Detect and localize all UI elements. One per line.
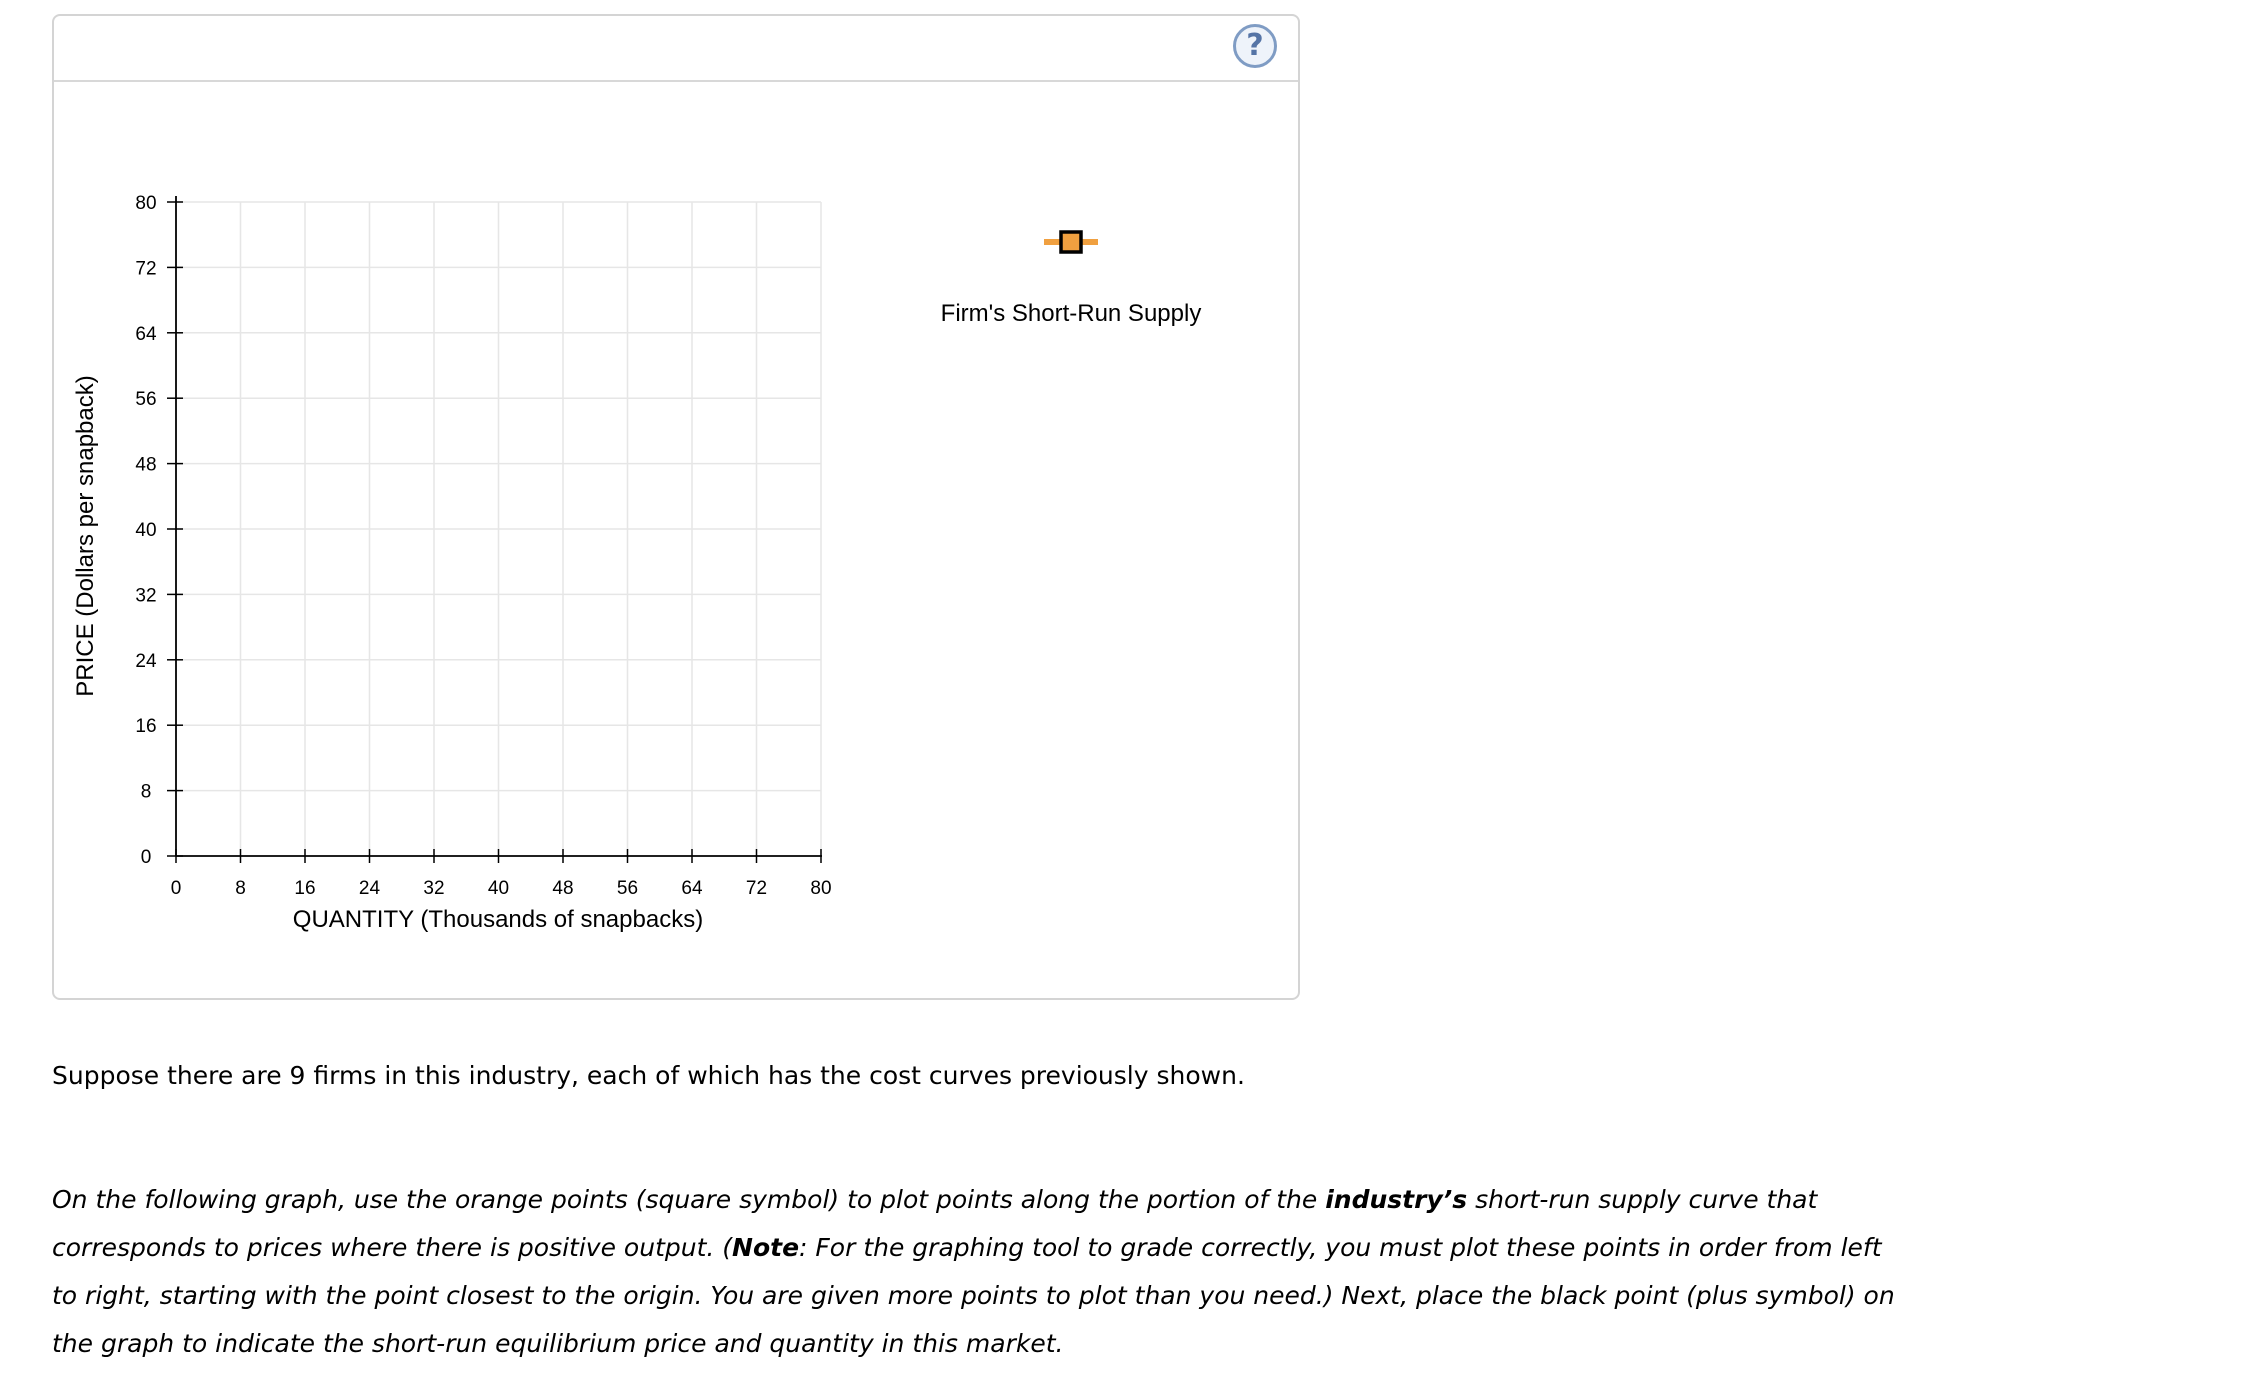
y-tick-label: 0 <box>140 847 152 868</box>
orange-square-marker-icon[interactable] <box>1061 232 1081 252</box>
legend-label: Firm's Short-Run Supply <box>940 300 1202 327</box>
graph-panel <box>52 14 1300 1000</box>
x-tick-label: 72 <box>745 878 768 899</box>
x-tick-label: 56 <box>616 878 639 899</box>
x-tick-label: 24 <box>358 878 381 899</box>
x-tick-label: 64 <box>681 878 703 899</box>
grid-lines <box>176 202 821 856</box>
x-axis-title: QUANTITY (Thousands of snapbacks) <box>292 906 704 933</box>
y-tick-label: 64 <box>135 323 157 345</box>
y-tick-label: 16 <box>135 716 157 738</box>
instruction-text-3: : For the graphing tool to grade correctly, you must plot these points in order from left to right, starting with the point closest to the origin. You are given more points to plot than you need.) Next, place the black point (plus symbol) on the graph to indicate the short-run equilibrium price and quantity in this market. <box>52 1233 1895 1358</box>
intro-text: Suppose there are 9 firms in this industry, each of which has the cost curves previously shown. <box>52 1061 1245 1090</box>
intro-paragraph <box>52 1058 1912 1094</box>
x-tick-label: 48 <box>552 878 574 899</box>
y-tick-label: 32 <box>135 585 157 607</box>
x-tick-label: 8 <box>235 878 246 899</box>
y-tick-label: 48 <box>135 454 157 476</box>
instruction-text-1: On the following graph, use the orange points (square symbol) to plot points along the portion of the <box>52 1185 1326 1214</box>
instruction-bold-industry: industry’s <box>1325 1185 1468 1214</box>
help-icon: ? <box>1246 28 1264 63</box>
y-tick-label: 8 <box>140 781 152 803</box>
instructions-paragraph <box>52 1176 1912 1368</box>
legend-firm-short-run-supply[interactable] <box>941 232 1202 327</box>
x-tick-label: 80 <box>810 878 832 899</box>
y-tick-label: 72 <box>135 258 157 280</box>
x-tick-label: 32 <box>423 878 445 899</box>
y-axis-title: PRICE (Dollars per snapback) <box>72 375 99 697</box>
x-tick-label: 0 <box>170 878 182 899</box>
x-tick-label: 40 <box>487 878 510 899</box>
y-tick-label: 40 <box>135 520 157 541</box>
instruction-text-2: short-run supply curve that corresponds to prices where there is positive output. ( <box>52 1185 1818 1262</box>
y-tick-label: 24 <box>135 650 157 672</box>
graph-area[interactable] <box>54 16 1298 998</box>
y-tick-label: 56 <box>135 389 157 411</box>
y-tick-label: 80 <box>135 193 157 214</box>
x-tick-label: 16 <box>294 878 316 899</box>
instruction-bold-note: Note <box>732 1233 800 1262</box>
